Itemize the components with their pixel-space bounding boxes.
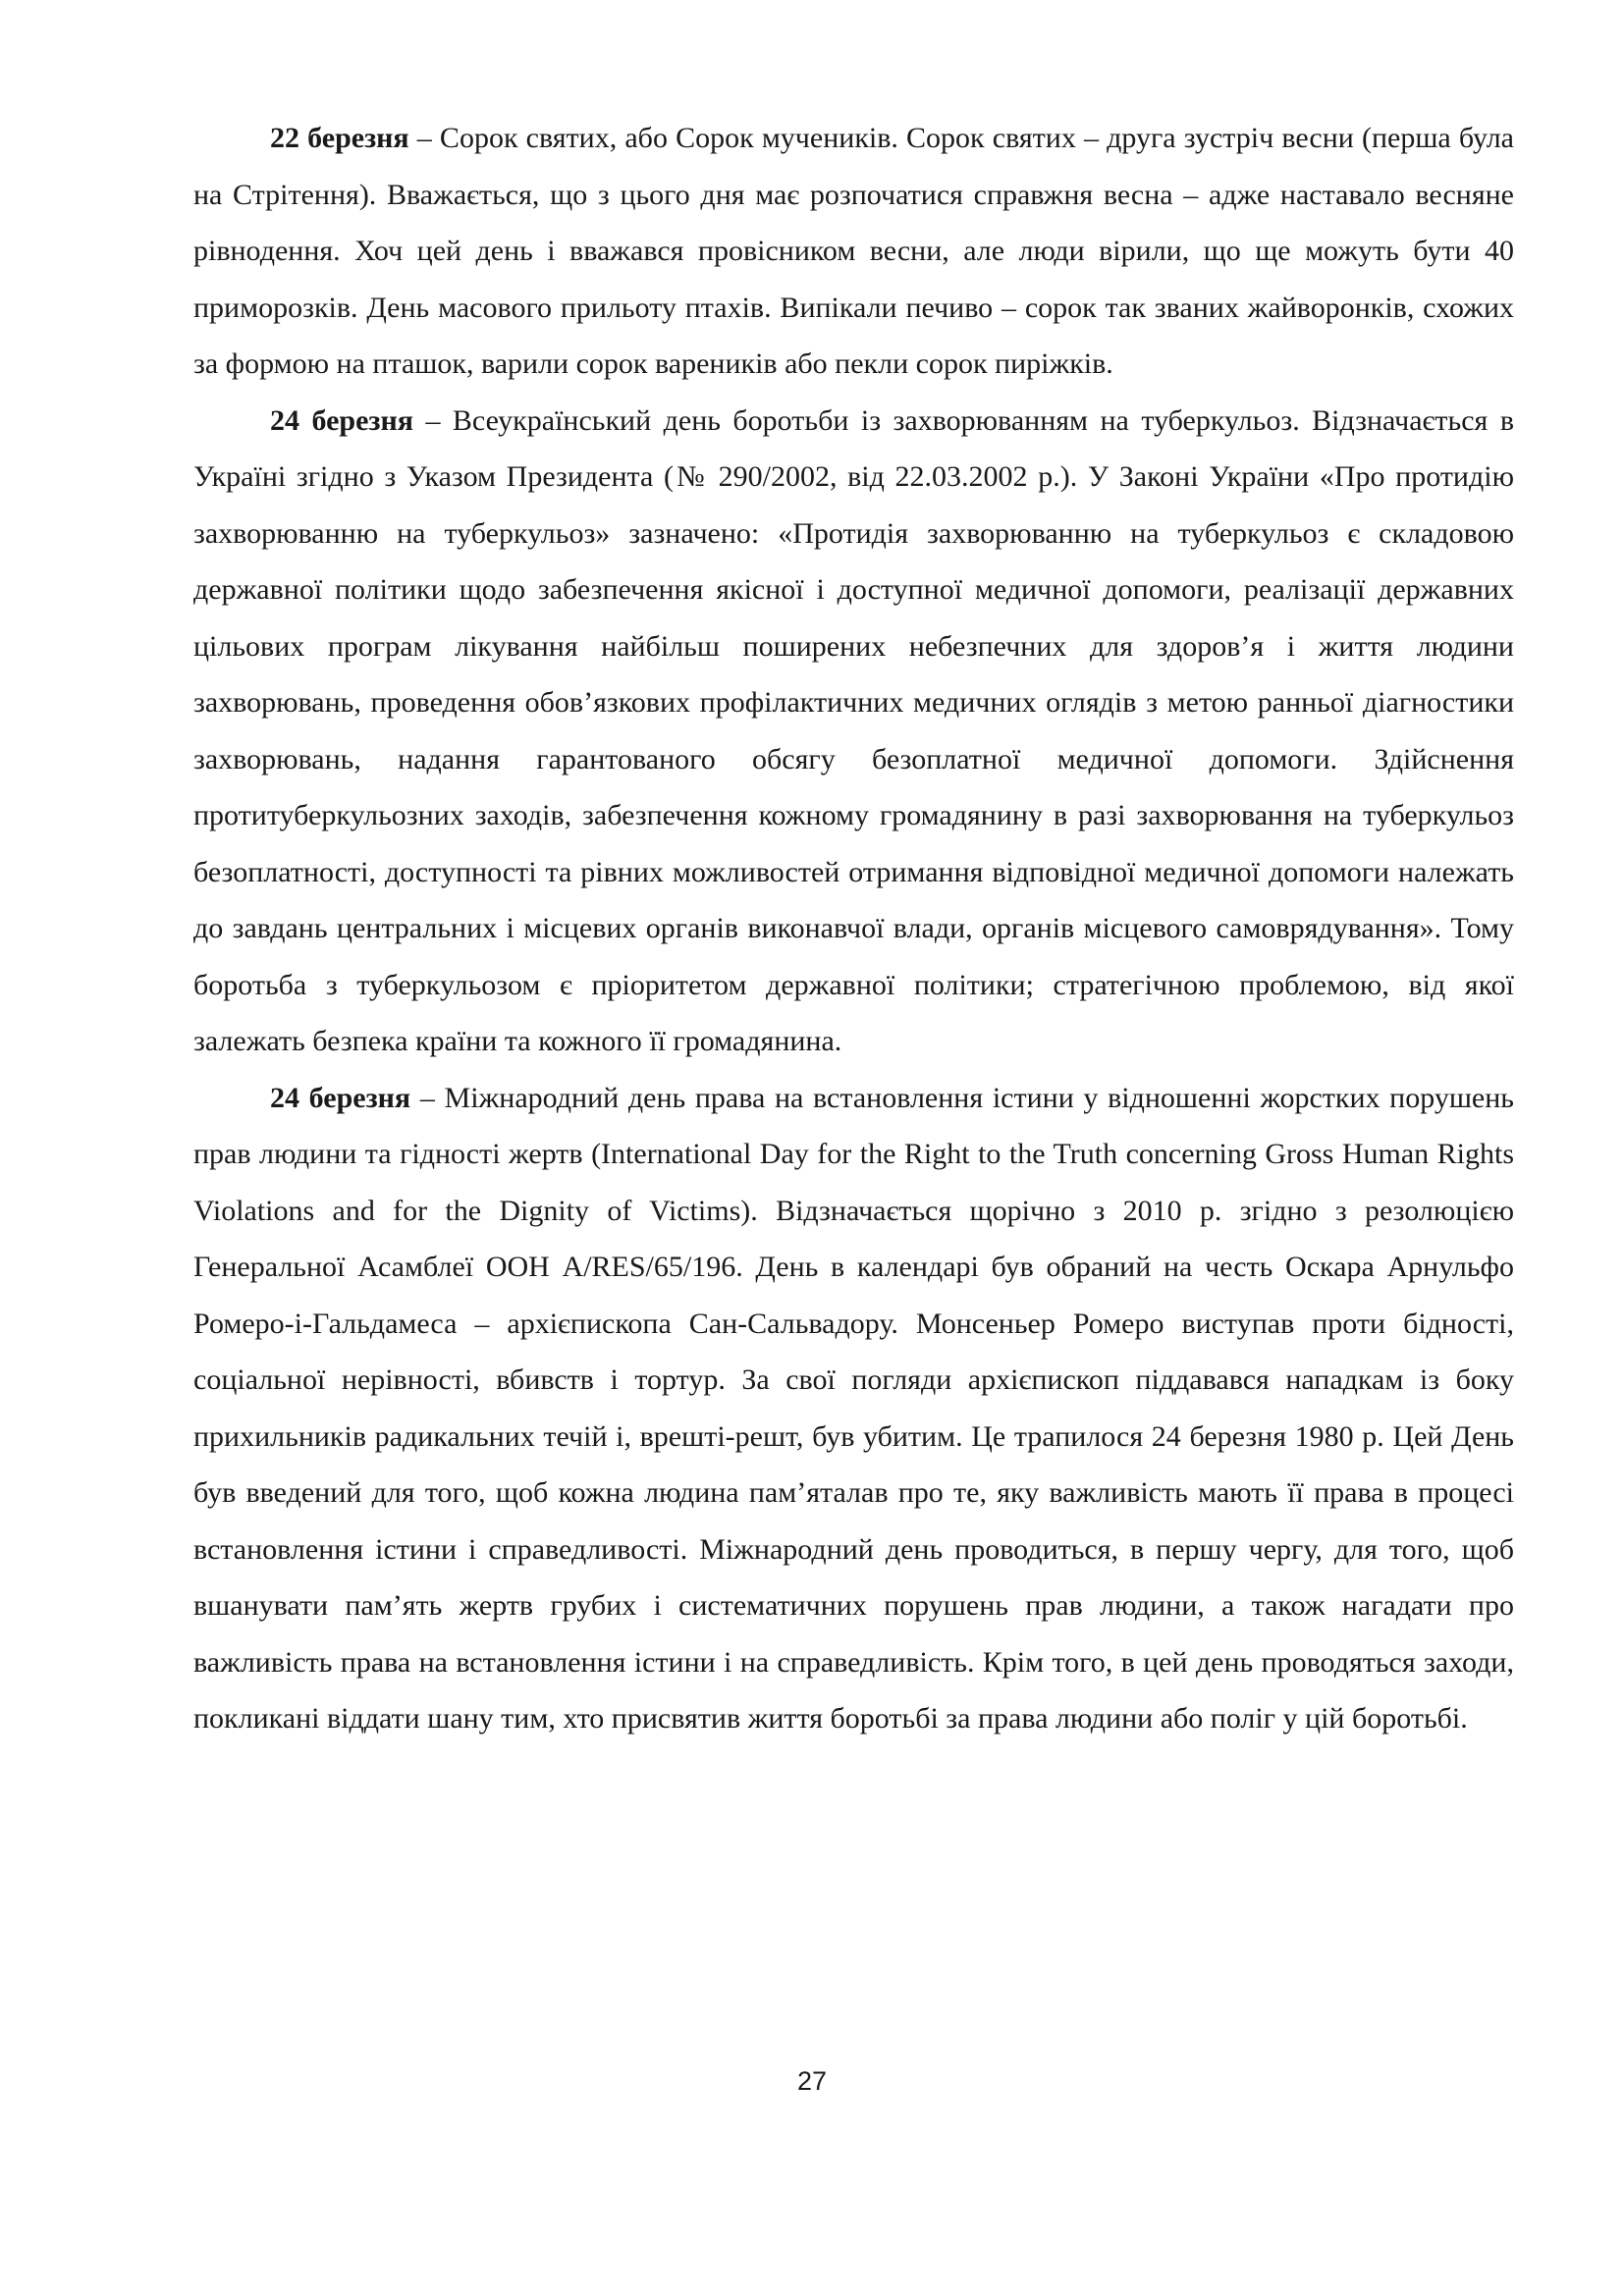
paragraph-text: – Всеукраїнський день боротьби із захворюванням на туберкульоз. Відзначається в Україні згідно з Указом Президента (№ 290/2002, від 22.03.2002 р.). У Законі України «Про протидію захворюванню на туберкульоз» зазначено: «Протидія захворюванню на туберкульоз є складовою державної політики щодо забезпечення якісної і доступної медичної допомоги, реалізації державних цільових програм лікування найбільш поширених небезпечних для здоров’я і життя людини захворювань, проведення обов’язкових профілактичних медичних оглядів з метою ранньої діагностики захворювань, надання гарантованого обсягу безоплатної медичної допомоги. Здійснення протитуберкульозних заходів, забезпечення кожному громадянину в разі захворювання на туберкульоз безоплатності, доступності та рівних можливостей отримання відповідної медичної допомоги належать до завдань центральних і місцевих органів виконавчої влади, органів місцевого самоврядування». Тому боротьба з туберкульозом є пріоритетом державної політики; стратегічною проблемою, від якої залежать безпека країни та кожного її громадянина. xyxy=(193,403,1514,1057)
page-number: 27 xyxy=(796,2066,828,2096)
paragraph-date: 22 березня xyxy=(270,122,409,154)
paragraph-text: – Сорок святих, або Сорок мучеників. Сорок святих – друга зустріч весни (перша була на Стрітення). Вважається, що з цього дня має розпочатися справжня весна – адже наставало весняне рівнодення. Хоч цей день і вважався провісником весни, але люди вірили, що ще можуть бути 40 приморозків. День масового прильоту птахів. Випікали печиво – сорок так званих жайворонків, схожих за формою на пташок, варили сорок вареників або пекли сорок пиріжків. xyxy=(193,122,1514,380)
paragraph-march-24-tuberculosis xyxy=(193,393,1514,1070)
document-page xyxy=(193,110,1514,1747)
paragraph-text: – Міжнародний день права на встановлення істини у відношенні жорстких порушень прав людини та гідності жертв (International Day for the Right to the Truth concerning Gross Human Rights Violations and for the Dignity of Victims). Відзначається щорічно з 2010 р. згідно з резолюцією Генеральної Асамблеї ООН A/RES/65/196. День в календарі був обраний на честь Оскара Арнульфо Ромеро-і-Гальдамеса – архієпископа Сан-Сальвадору. Монсеньер Ромеро виступав проти бідності, соціальної нерівності, вбивств і тортур. За свої погляди архієпископ піддавався нападкам із боку прихильників радикальних течій і, врешті-решт, був убитим. Це трапилося 24 березня 1980 р. Цей День був введений для того, щоб кожна людина пам’яталав про те, яку важливість мають її права в процесі встановлення істини і справедливості. Міжнародний день проводиться, в першу чергу, для того, щоб вшанувати пам’ять жертв грубих і систематичних порушень прав людини, а також нагадати про важливість права на встановлення істини і на справедливість. Крім того, в цей день проводяться заходи, покликані віддати шану тим, хто присвятив життя боротьбі за права людини або поліг у цій боротьбі. xyxy=(193,1081,1514,1735)
paragraph-date: 24 березня xyxy=(270,1081,411,1114)
paragraph-march-24-truth xyxy=(193,1070,1514,1747)
paragraph-march-22 xyxy=(193,110,1514,393)
paragraph-date: 24 березня xyxy=(270,403,413,437)
